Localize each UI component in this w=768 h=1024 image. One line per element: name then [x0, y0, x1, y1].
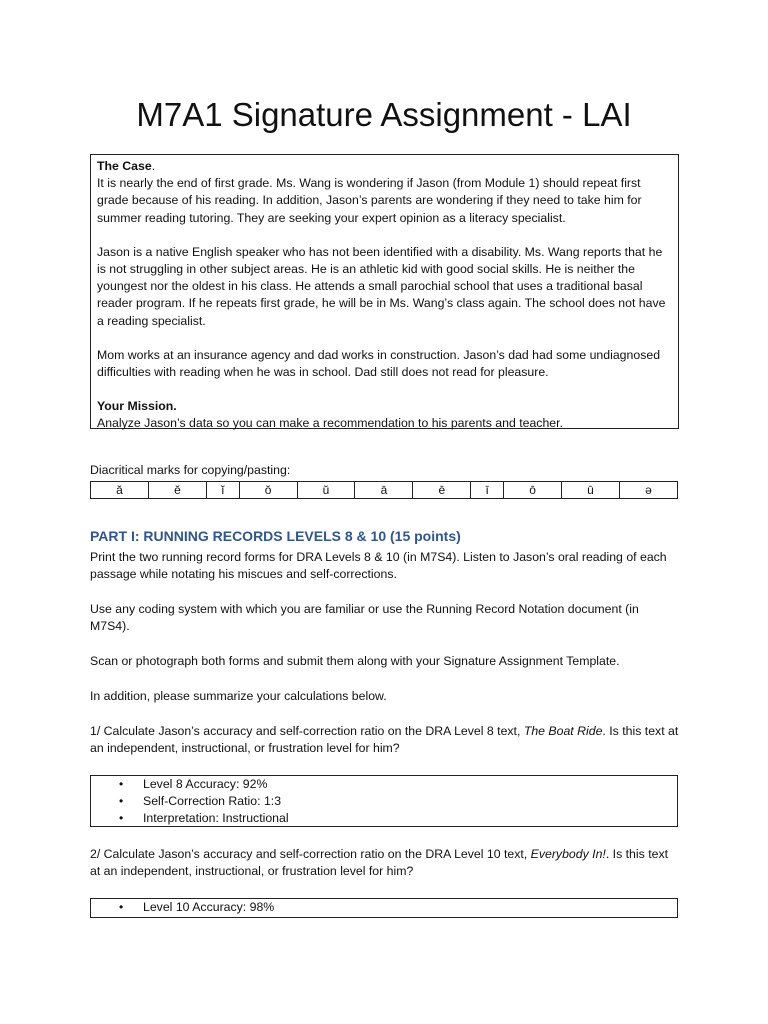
diacritic-cell: ă — [91, 482, 149, 499]
diacritic-cell: ū — [562, 482, 620, 499]
answer-item: • Level 10 Accuracy: 98% — [143, 899, 677, 916]
part1-paragraph-1: Print the two running record forms for DRA Levels 8 & 10 (in M7S4). Listen to Jason’s oral reading of each passage while notating his miscues and self-corrections. — [90, 550, 667, 582]
diacritics-table — [90, 481, 678, 499]
answer-box-1 — [90, 775, 678, 827]
part1-paragraph-4: In addition, please summarize your calculations below. — [90, 689, 387, 703]
case-heading-line — [97, 158, 672, 175]
diacritic-cell: ĭ — [206, 482, 239, 499]
question-2-tail: . Is this text at an independent, instructional, or frustration level for him? — [90, 847, 669, 879]
question-1 — [90, 723, 680, 757]
case-paragraph-1: It is nearly the end of first grade. Ms. Wang is wondering if Jason (from Module 1) should repeat first grade because of his reading. In addition, Jason’s parents are wondering if they need to take him for summer reading tutoring. They are seeking your expert opinion as a literacy specialist. — [97, 176, 642, 225]
part1-heading: PART I: RUNNING RECORDS LEVELS 8 & 10 (15 points) — [90, 528, 461, 544]
diacritic-cell: ŭ — [297, 482, 355, 499]
page-title: M7A1 Signature Assignment - LAI — [136, 96, 632, 133]
answer-item: • Level 8 Accuracy: 92% — [143, 776, 677, 793]
question-2-title: Everybody In! — [530, 847, 606, 861]
question-1-text: 1/ Calculate Jason’s accuracy and self-correction ratio on the DRA Level 8 text, — [90, 724, 524, 738]
question-1-tail: . Is this text at an independent, instructional, or frustration level for him? — [90, 724, 679, 756]
answer-list-2 — [91, 899, 677, 916]
question-2-text: 2/ Calculate Jason’s accuracy and self-correction ratio on the DRA Level 10 text, — [90, 847, 531, 861]
answer-list-1 — [91, 776, 677, 827]
answer-box-2 — [90, 898, 678, 918]
diacritic-cell: ĕ — [148, 482, 206, 499]
diacritic-cell: ə — [619, 482, 677, 499]
diacritics-row — [91, 482, 678, 499]
mission-text: Analyze Jason’s data so you can make a recommendation to his parents and teacher. — [97, 416, 563, 431]
case-paragraph-2: Jason is a native English speaker who has not been identified with a disability. Ms. Wang reports that he is not struggling in other subject areas. He is an athletic kid with good social skills. He is neither the youngest nor the oldest in his class. He attends a small parochial school that uses a traditional basal reader program. If he repeats first grade, he will be in Ms. Wang’s class again. The school does not have a reading specialist. — [97, 244, 666, 328]
question-1-title: The Boat Ride — [523, 724, 603, 738]
case-box — [90, 154, 679, 429]
case-paragraph-3: Mom works at an insurance agency and dad works in construction. Jason’s dad had some undiagnosed difficulties with reading when he was in school. Dad still does not read for pleasure. — [97, 347, 661, 380]
part1-heading-block — [90, 528, 680, 546]
diacritic-cell: ā — [355, 482, 413, 499]
case-heading: The Case — [97, 159, 152, 173]
mission-heading: Your Mission. — [97, 399, 177, 414]
diacritic-cell: ō — [504, 482, 562, 499]
part1-paragraph-3: Scan or photograph both forms and submit them along with your Signature Assignment Template. — [90, 654, 620, 668]
diacritic-cell: ī — [471, 482, 504, 499]
diacritic-cell: ŏ — [239, 482, 297, 499]
answer-item: • Self-Correction Ratio: 1:3 — [143, 793, 677, 810]
case-heading-suffix: . — [151, 159, 156, 173]
diacritic-cell: ē — [413, 482, 471, 499]
question-2 — [90, 846, 680, 880]
diacritics-label: Diacritical marks for copying/pasting: — [90, 463, 291, 477]
answer-item: • Interpretation: Instructional — [143, 810, 677, 827]
part1-paragraph-2: Use any coding system with which you are familiar or use the Running Record Notation document (in M7S4). — [90, 602, 639, 634]
